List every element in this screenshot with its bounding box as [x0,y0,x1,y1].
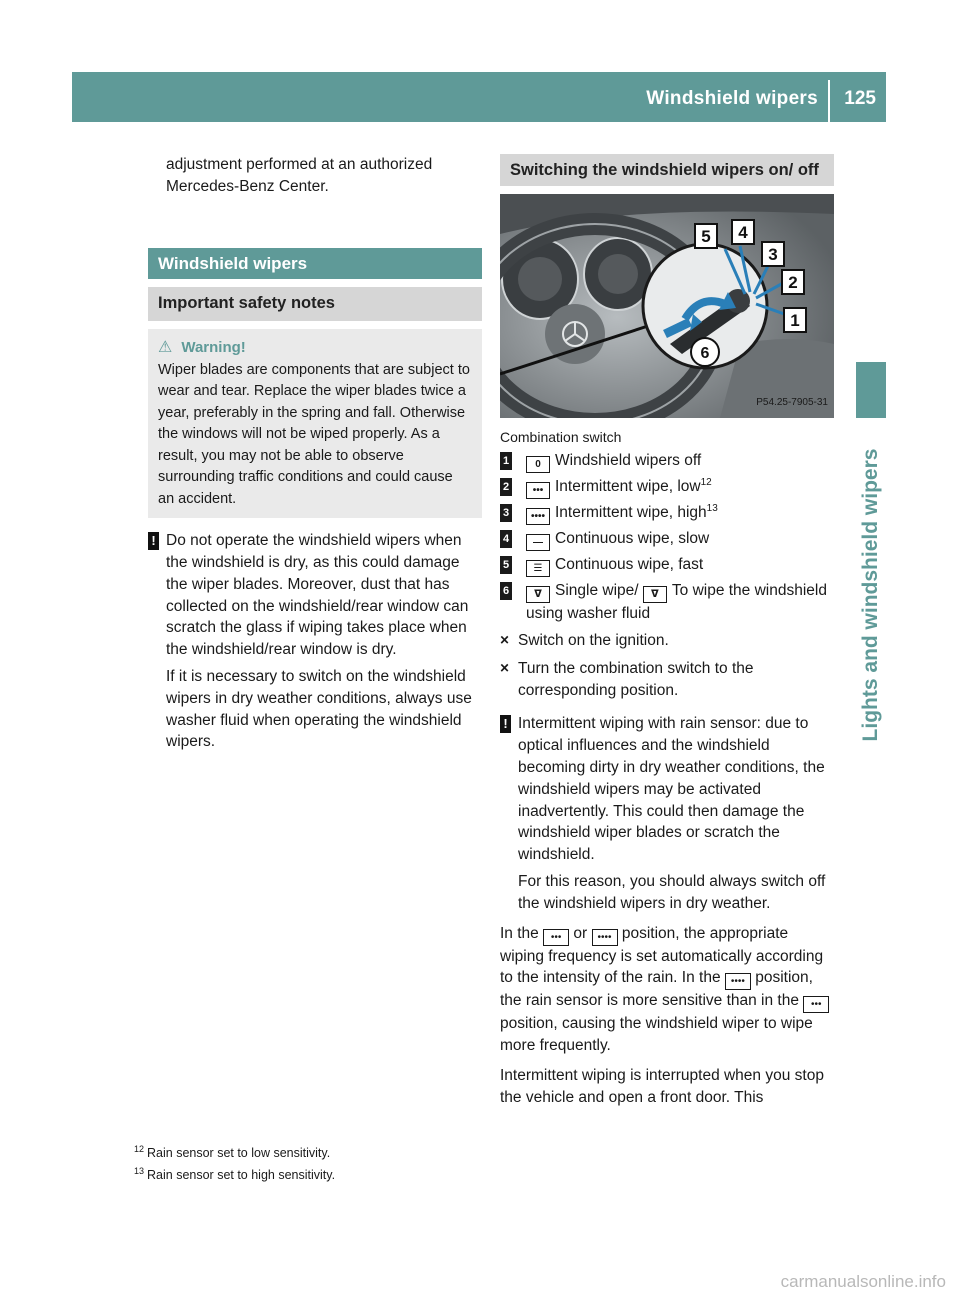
intermittent-low-icon: ••• [543,929,569,946]
legend-text: Intermittent wipe, high [555,504,707,521]
legend-text: Intermittent wipe, low [555,478,701,495]
step-turn-switch: × Turn the combination switch to the corresponding position. [500,658,834,702]
right-column [500,154,834,1109]
continuous-fast-icon: ☰ [526,560,550,577]
legend-text: To wipe the windshield using washer fluid [526,582,827,622]
caution-icon: ! [500,715,511,733]
header-separator [828,80,830,122]
header-title: Windshield wipers [646,88,818,109]
wiper-off-icon: 0 [526,456,550,473]
dashboard-illustration [500,194,834,418]
figure-label-6: 6 [700,345,710,362]
page-number: 125 [844,88,876,109]
legend-number: 4 [500,530,512,548]
legend-item [500,502,834,528]
intermittent-low-icon: ••• [803,996,829,1013]
rain-sensor-text-1: Intermittent wiping with rain sensor: due to optical influences and the windshield becoming dirty in dry weather conditions, the windshield wipers may be activated inadvertently. This could then damage the windshield wiper blades or scratch the windshield. [518,715,825,864]
footnote-13: $^{13}$ Rain sensor set to high sensitivity. [134,1166,336,1183]
rain-sensor-note [500,713,834,914]
legend-item [500,528,834,554]
warning-title: Warning! [181,339,246,357]
warning-text: Wiper blades are components that are subject to wear and tear. Replace the wiper blades twice a year, preferably in the spring and fall. Otherwise the windows will not be wiped properly. As a result, you may not be able to observe surrounding traffic conditions and could cause an accident. [158,361,470,507]
legend-text: Continuous wipe, fast [555,556,704,573]
intermittent-high-icon: •••• [725,973,751,990]
warning-triangle-icon: ⚠ [158,339,173,357]
step-ignition: × Switch on the ignition. [500,630,834,652]
legend-number: 5 [500,556,512,574]
side-tab-marker [856,362,886,418]
side-chapter-label: Lights and windshield wipers [859,448,882,742]
legend-item [500,450,834,476]
warning-box [148,329,482,518]
legend-number: 3 [500,504,512,522]
legend-number: 6 [500,582,512,600]
footnote-ref: 12 [700,476,712,488]
legend-text: Windshield wipers off [555,452,702,469]
intro-text: adjustment performed at an authorized Mercedes-Benz Center. [166,156,433,195]
footnote-ref: 13 [706,502,718,514]
section-heading-switching: Switching the windshield wipers on/ off [500,154,834,186]
figure-label-4: 4 [738,223,748,242]
subsection-heading-safety: Important safety notes [148,287,482,321]
figure-caption: Combination switch [500,429,622,445]
watermark: carmanualsonline.info [780,1272,946,1291]
legend-text: Continuous wipe, slow [555,530,710,547]
caution-text-2: If it is necessary to switch on the windshield wipers in dry weather conditions, always use washer fluid when operating the windshield wipers. [166,667,472,751]
intermittent-low-icon: ••• [526,482,550,499]
washer-fluid-icon: ᐁ [643,586,667,603]
figure-label-3: 3 [768,245,778,264]
figure-label-1: 1 [790,311,800,330]
legend-number: 2 [500,478,512,496]
left-column [148,154,482,753]
footnotes [134,1140,634,1184]
legend-number: 1 [500,452,512,470]
section-heading-wipers: Windshield wipers [148,248,482,280]
rain-sensor-paragraph: In the ••• or •••• position, the appropriate wiping frequency is set automatically according to the intensity of the rain. In the •••• position, the rain sensor is more sensitive than in the ••• position, causing the windshield wiper to wipe more frequently. [500,923,834,1057]
figure-label-5: 5 [701,227,711,246]
legend-item [500,476,834,502]
intermittent-high-icon: •••• [526,508,550,525]
combination-switch-figure [500,194,834,418]
single-wipe-icon: ᐁ [526,586,550,603]
legend-item [500,554,834,580]
continuous-slow-icon: — [526,534,550,551]
legend-list [500,450,834,624]
figure-code: P54.25-7905-31 [756,397,828,409]
caution-icon: ! [148,532,159,550]
rain-sensor-text-2: For this reason, you should always switch off the windshield wipers in dry weather. [518,872,826,912]
interruption-paragraph: Intermittent wiping is interrupted when you stop the vehicle and open a front door. This [500,1066,824,1106]
legend-item [500,580,834,624]
footnote-12: $^{12}$ Rain sensor set to low sensitivity. [134,1144,331,1161]
header-bar [72,72,886,122]
figure-label-2: 2 [788,273,798,292]
caution-note [148,530,482,753]
caution-text-1: Do not operate the windshield wipers when the windshield is dry, as this could damage the wiper blades. Moreover, dust that has collected on the windshield/rear window can scratch the glass if wiping takes place when the windshield/rear window is dry. [166,532,469,659]
legend-text: Single wipe/ [555,582,639,599]
intermittent-high-icon: •••• [592,929,618,946]
